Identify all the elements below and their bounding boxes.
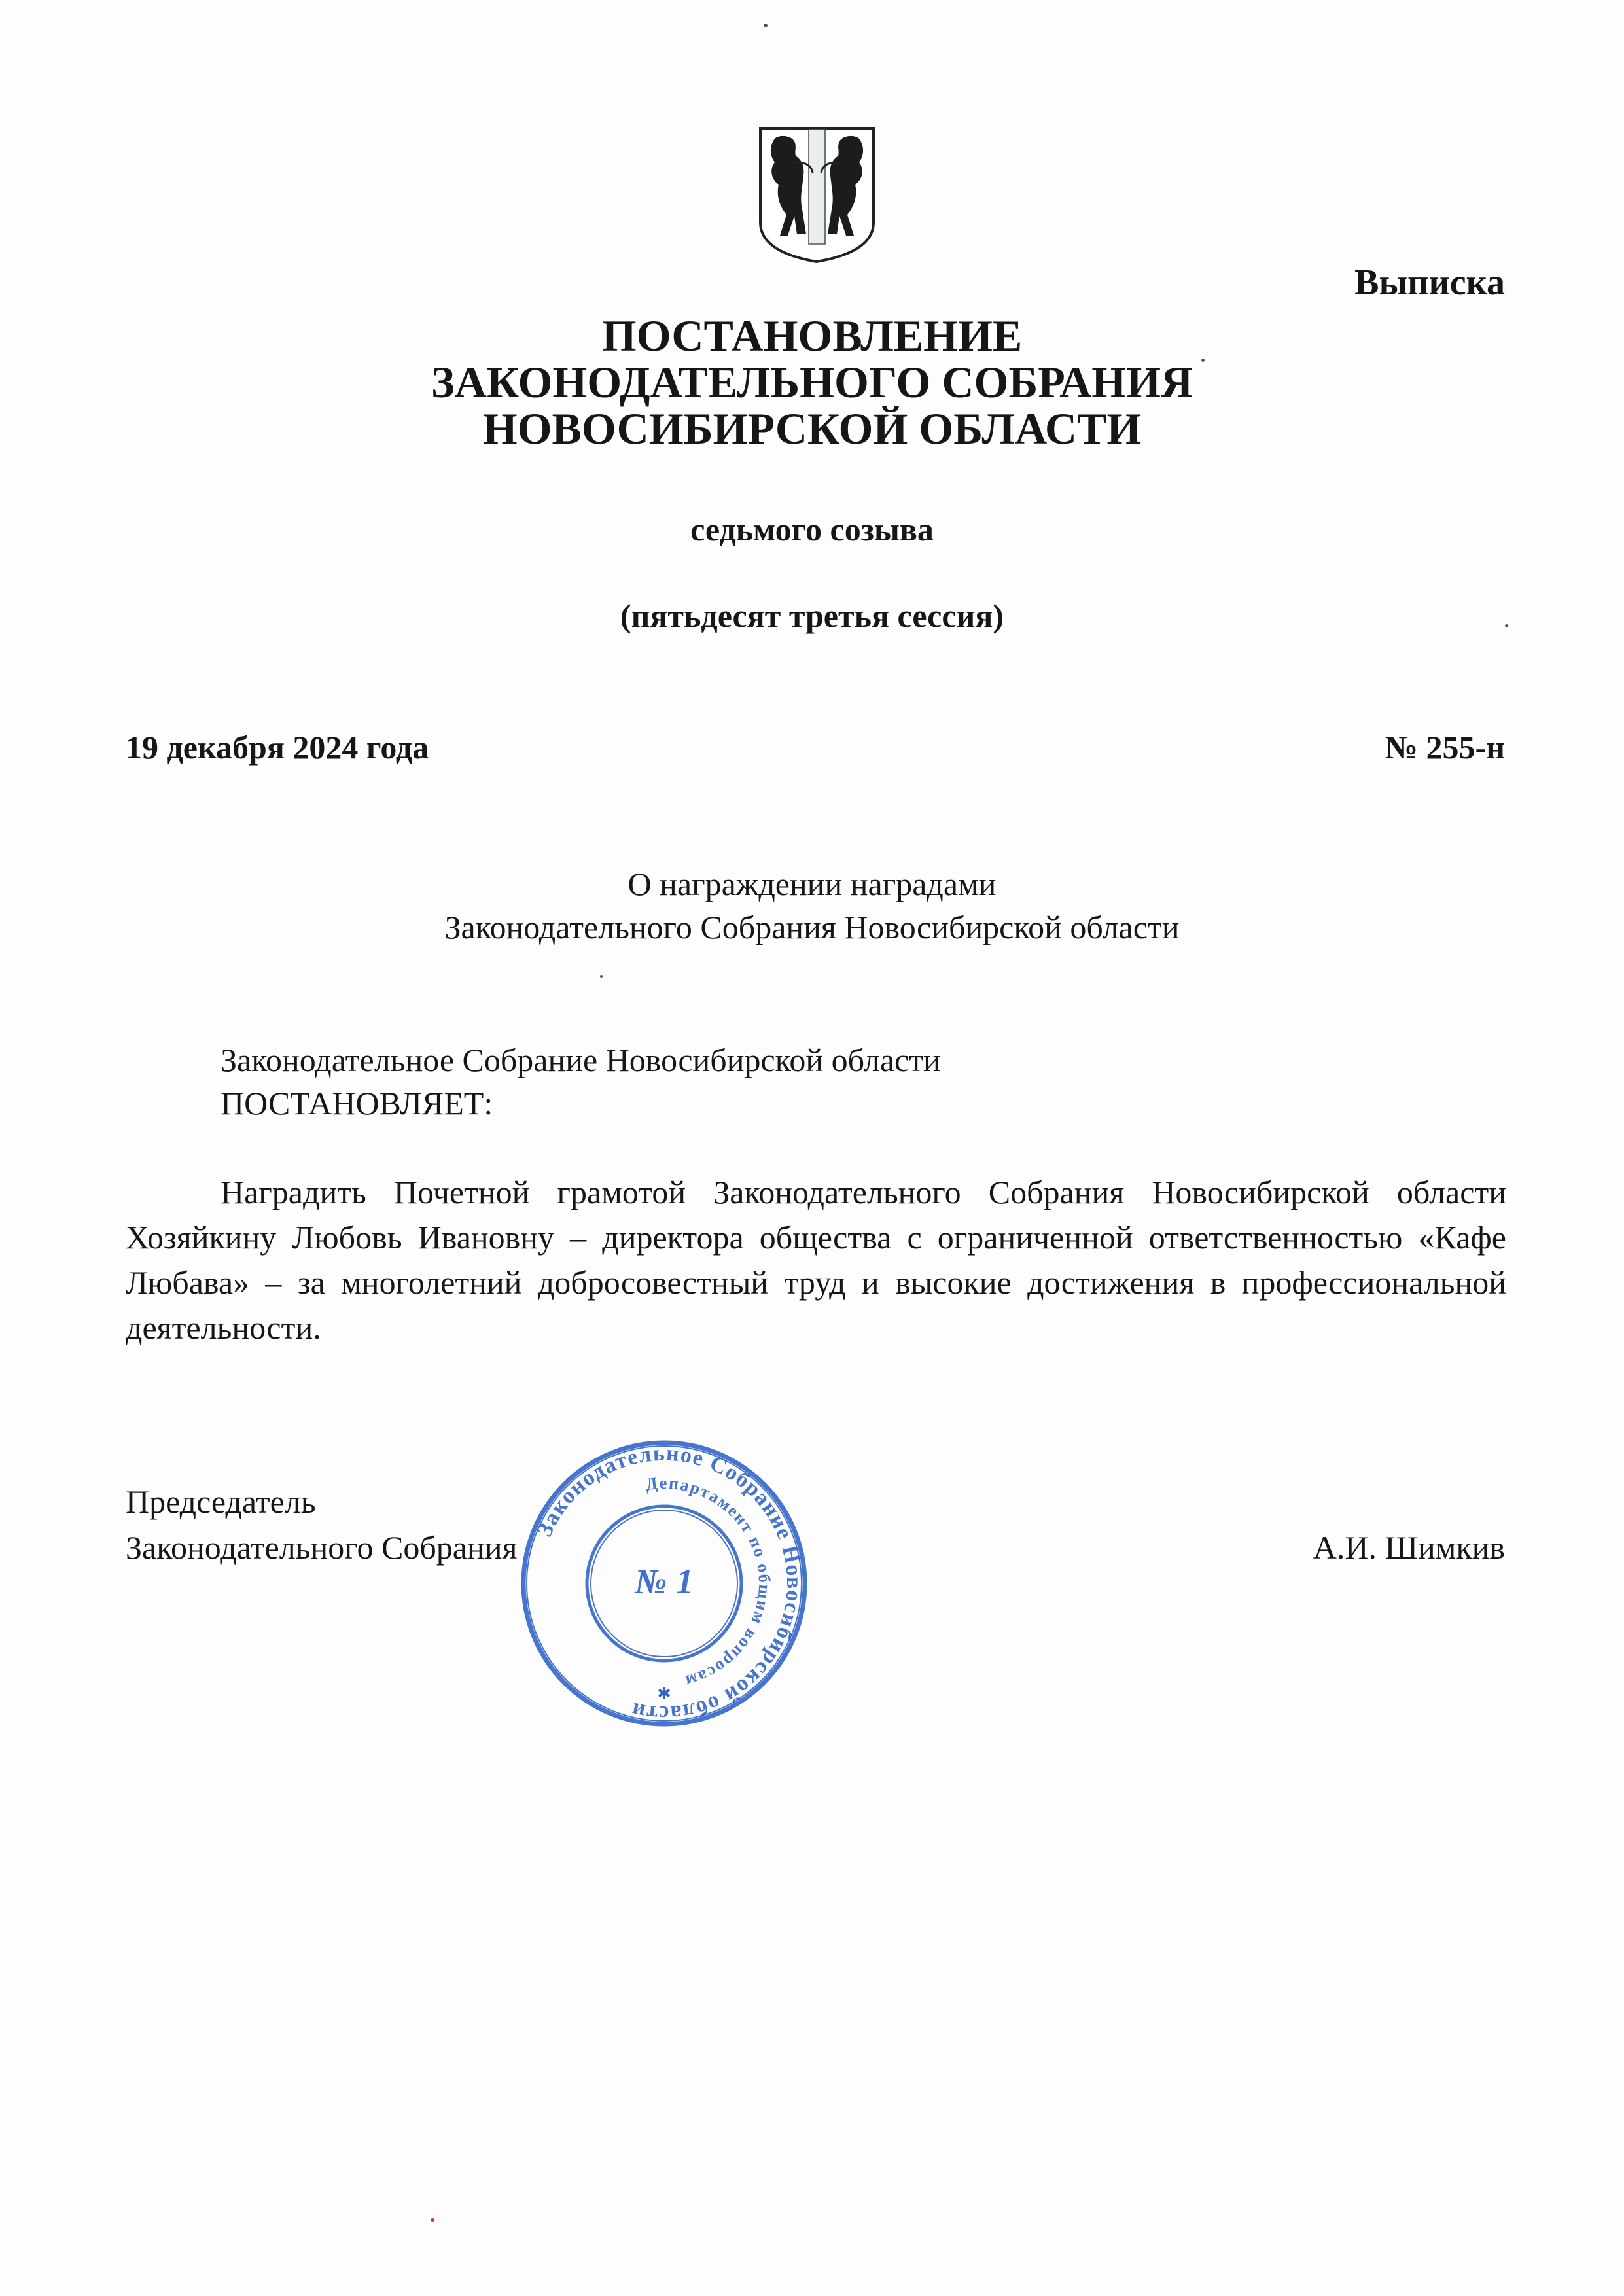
- scan-speck: [431, 2218, 434, 2222]
- convocation-label: седьмого созыва: [690, 511, 934, 548]
- stamp-center-text: № 1: [635, 1562, 694, 1601]
- scan-speck: [600, 975, 603, 978]
- resolution-body: Наградить Почетной грамотой Законодательного Собрания Новосибирской области Хозяйкину Любовь Ивановну – директора общества с ограниченной ответственностью «Кафе Любава» – за многолетний добросовестный труд и высокие достижения в профессиональной деятельности.: [126, 1174, 1506, 1346]
- preamble-assembly: Законодательное Собрание Новосибирской области: [221, 1042, 941, 1078]
- extract-label: Выписка: [1354, 262, 1505, 303]
- document-date: 19 декабря 2024 года: [126, 729, 429, 766]
- document-subject: [0, 862, 1624, 949]
- stamp-inner-text: Департамент по общим вопросам: [644, 1473, 775, 1691]
- preamble-resolves: ПОСТАНОВЛЯЕТ:: [221, 1085, 493, 1122]
- document-title: [0, 313, 1624, 452]
- signatory-position: [126, 1479, 517, 1570]
- signatory-name: А.И. Шимкив: [1313, 1529, 1505, 1566]
- session-label: (пятьдесят третья сессия): [620, 597, 1004, 634]
- stamp-star-icon: ✱: [657, 1684, 671, 1704]
- position-line-1: Председатель: [126, 1483, 316, 1520]
- document-number: № 255-н: [1385, 729, 1505, 766]
- scan-speck: [764, 24, 768, 27]
- official-stamp: [517, 1436, 811, 1731]
- title-line-1: ПОСТАНОВЛЕНИЕ: [601, 311, 1023, 361]
- title-line-3: НОВОСИБИРСКОЙ ОБЛАСТИ: [482, 404, 1142, 453]
- subject-line-2: Законодательного Собрания Новосибирской области: [444, 909, 1180, 945]
- scan-speck: [1505, 624, 1508, 627]
- stamp-outer-text: Законодательное Собрание Новосибирской области: [532, 1441, 807, 1726]
- coat-of-arms-icon: [756, 124, 877, 265]
- subject-line-1: О награждении наградами: [627, 866, 997, 902]
- scan-speck: [1201, 359, 1205, 362]
- position-line-2: Законодательного Собрания: [126, 1529, 518, 1566]
- title-line-2: ЗАКОНОДАТЕЛЬНОГО СОБРАНИЯ: [431, 357, 1193, 407]
